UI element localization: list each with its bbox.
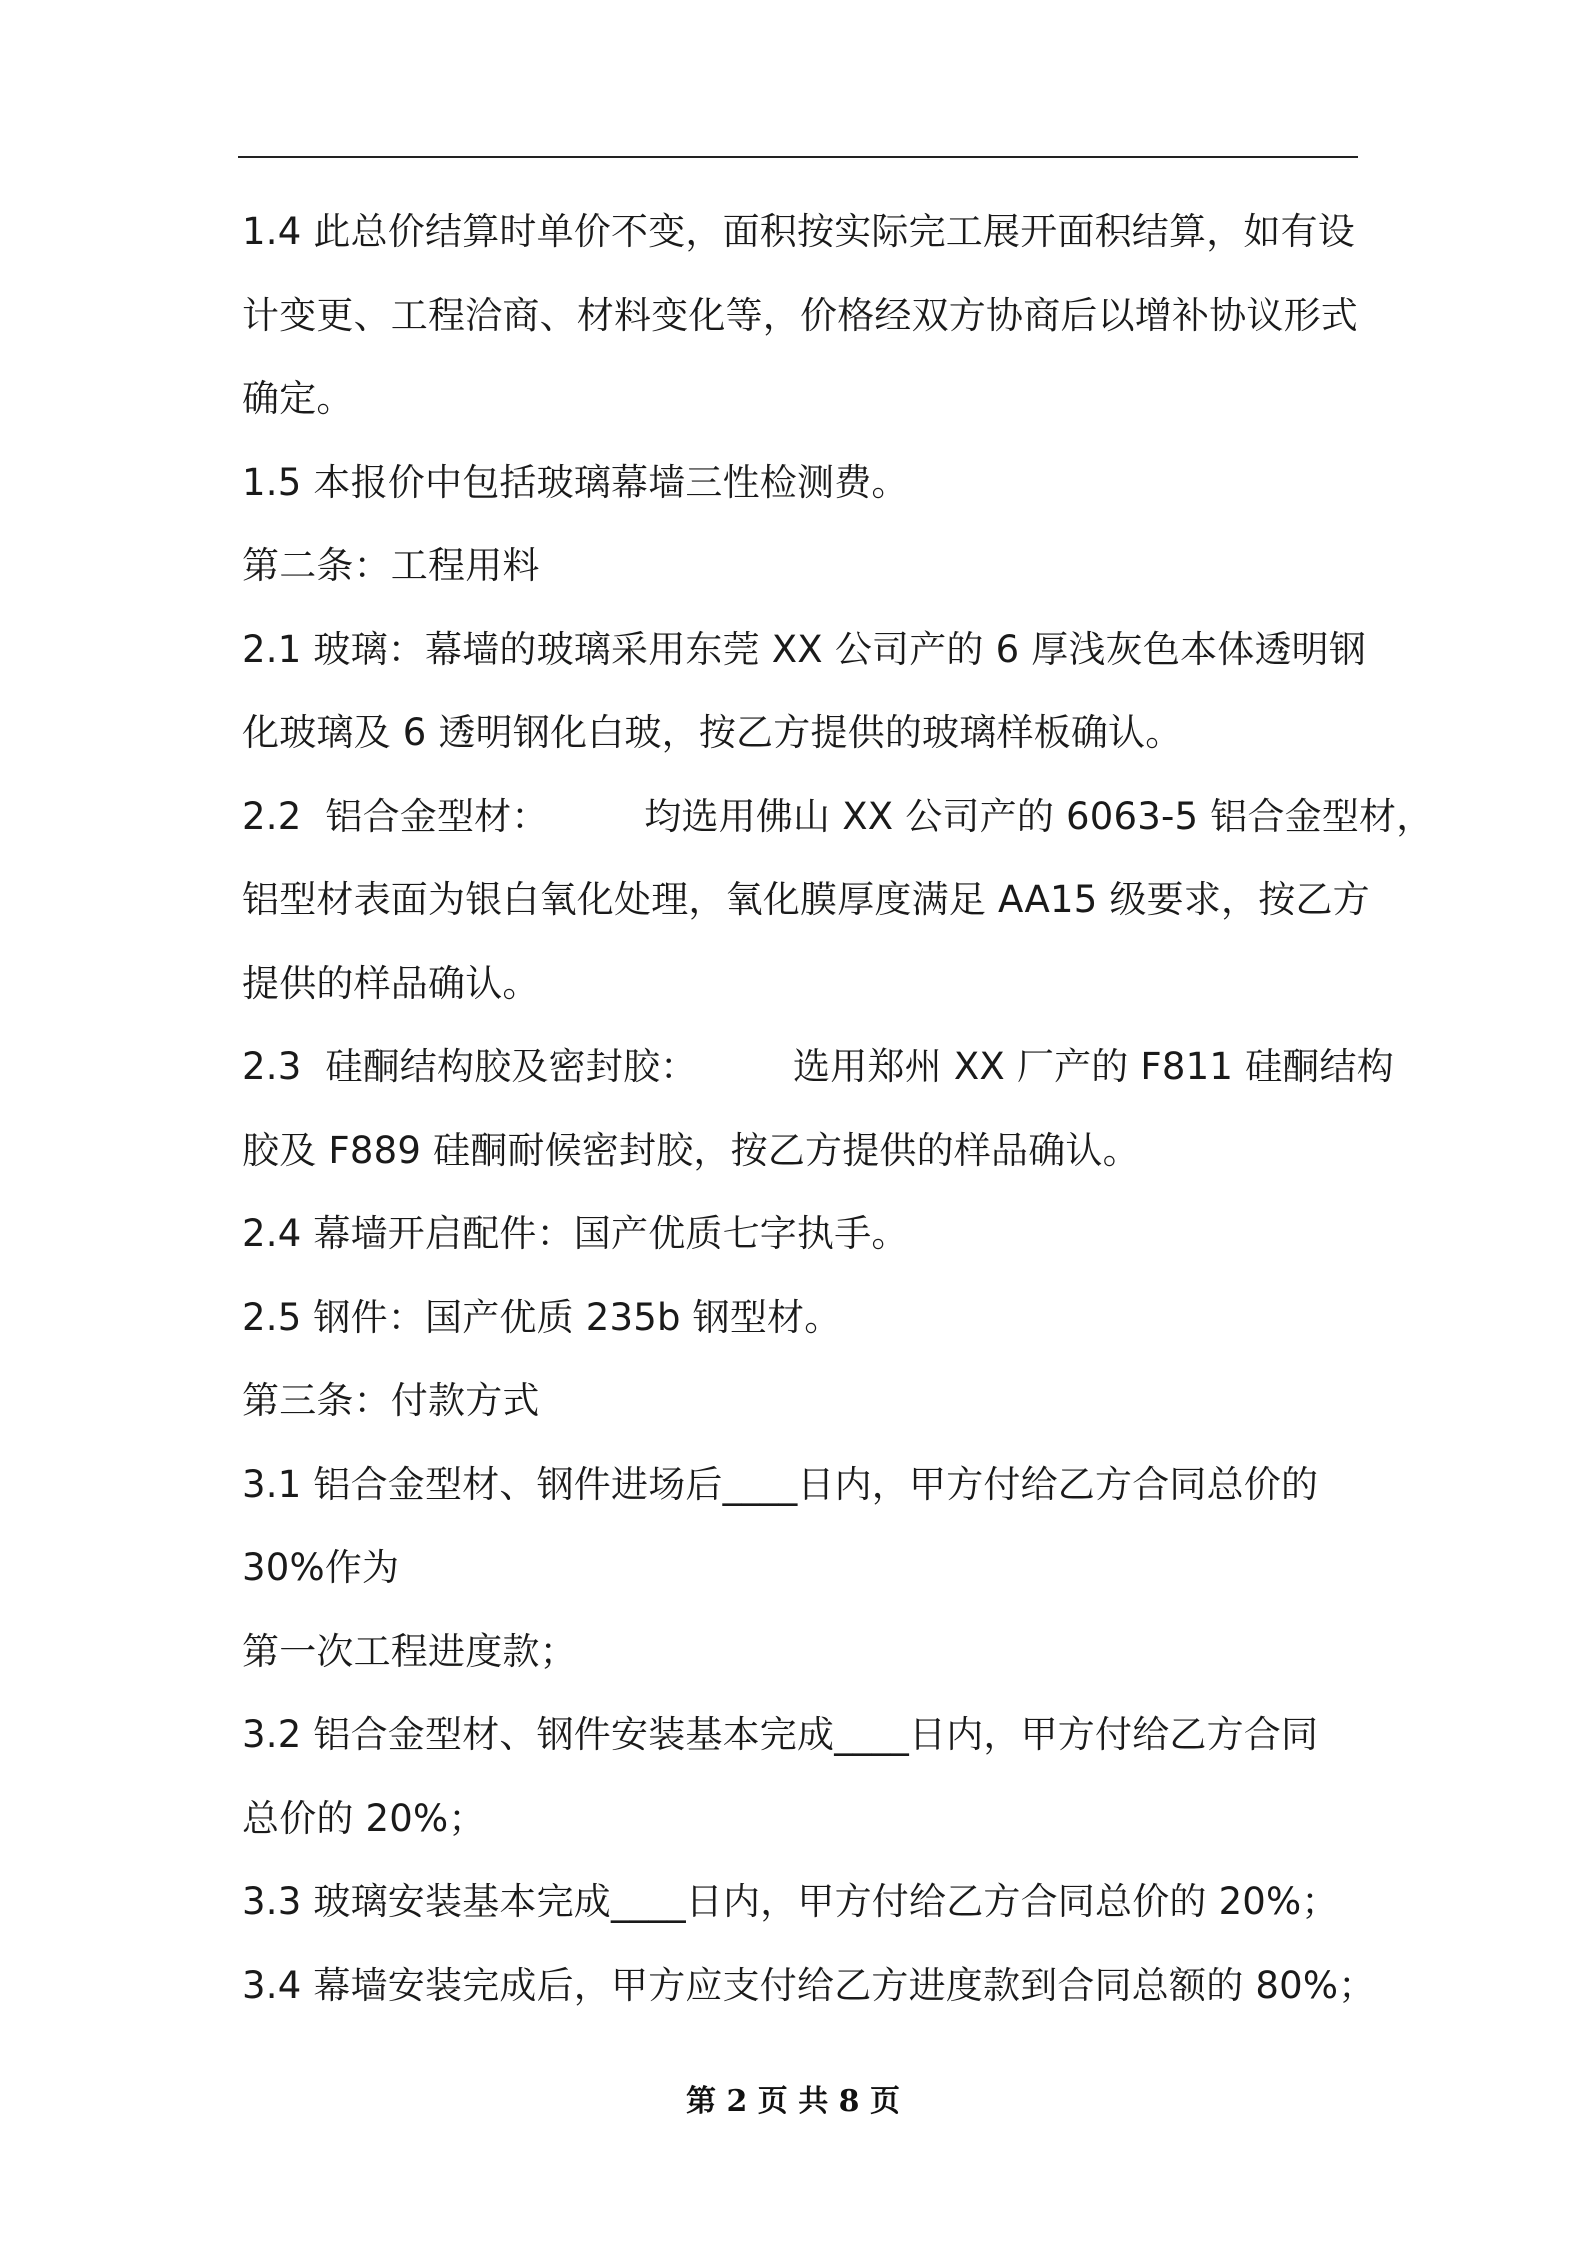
text-line: 3.2 铝合金型材、钢件安装基本完成____日内，甲方付给乙方合同	[242, 1713, 1319, 1756]
text-line: 计变更、工程洽商、材料变化等，价格经双方协商后以增补协议形式	[242, 293, 1358, 337]
text-line: 2.1 玻璃：幕墙的玻璃采用东莞 XX 公司产的 6 厚浅灰色本体透明钢	[242, 627, 1367, 671]
text-line: 2.4 幕墙开启配件：国产优质七字执手。	[242, 1212, 909, 1255]
text-line: 化玻璃及 6 透明钢化白玻，按乙方提供的玻璃样板确认。	[242, 711, 1183, 754]
page-number: 第 2 页 共 8 页	[686, 2084, 900, 2119]
text-line: 第一次工程进度款；	[242, 1629, 577, 1673]
text-line: 铝型材表面为银白氧化处理，氧化膜厚度满足 AA15 级要求，按乙方	[242, 878, 1370, 921]
document-body	[242, 190, 1434, 2027]
section-heading: 第二条：工程用料	[242, 544, 540, 587]
section-heading: 第三条：付款方式	[242, 1379, 540, 1422]
text-line: 1.4 此总价结算时单价不变，面积按实际完工展开面积结算，如有设	[242, 210, 1356, 253]
text-line: 30%作为	[242, 1546, 400, 1589]
text-line: 3.1 铝合金型材、钢件进场后____日内，甲方付给乙方合同总价的	[242, 1462, 1319, 1506]
page-footer	[0, 2076, 1586, 2120]
text-line: 2.3 硅酮结构胶及密封胶： 选用郑州 XX 厂产的 F811 硅酮结构	[242, 1045, 1394, 1088]
header-divider	[238, 156, 1358, 158]
text-line: 总价的 20%；	[242, 1796, 486, 1840]
text-line: 提供的样品确认。	[242, 961, 540, 1005]
text-line: 确定。	[242, 377, 354, 420]
text-line: 胶及 F889 硅酮耐候密封胶，按乙方提供的样品确认。	[242, 1128, 1140, 1172]
text-line: 3.3 玻璃安装基本完成____日内，甲方付给乙方合同总价的 20%；	[242, 1880, 1339, 1923]
text-line: 2.2 铝合金型材： 均选用佛山 XX 公司产的 6063-5 铝合金型材，	[242, 794, 1434, 838]
text-line: 1.5 本报价中包括玻璃幕墙三性检测费。	[242, 460, 909, 504]
text-line: 2.5 钢件：国产优质 235b 钢型材。	[242, 1295, 842, 1339]
text-line: 3.4 幕墙安装完成后，甲方应支付给乙方进度款到合同总额的 80%；	[242, 1963, 1376, 2007]
